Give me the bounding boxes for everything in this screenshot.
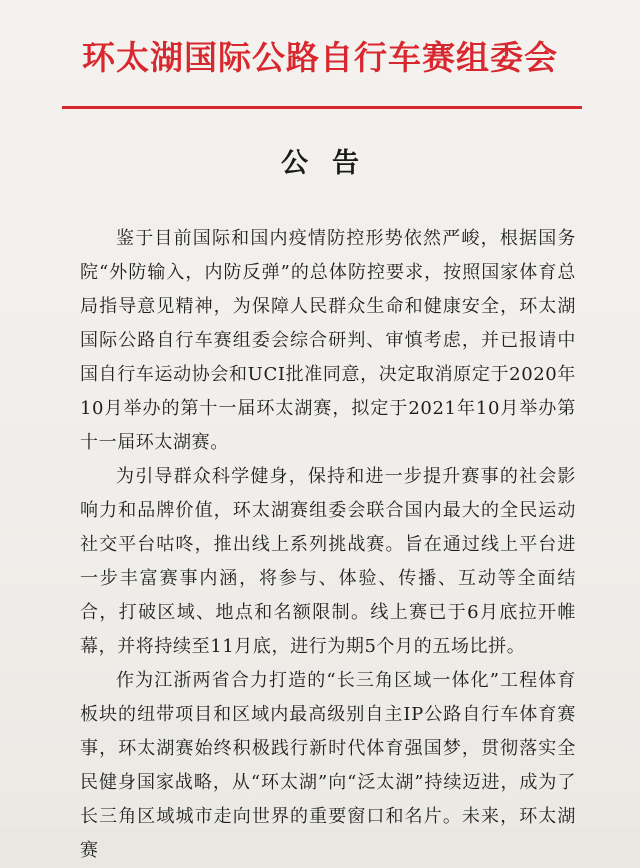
letterhead-divider: [62, 106, 582, 109]
organization-letterhead: 环太湖国际公路自行车赛组委会: [82, 38, 558, 77]
paragraph-2: 为引导群众科学健身，保持和进一步提升赛事的社会影响力和品牌价值，环太湖赛组委会联合国内最大的全民运动社交平台咕咚，推出线上系列挑战赛。旨在通过线上平台进一步丰富赛事内涵，将参与、体验、传播、互动等全面结合，打破区域、地点和名额限制。线上赛已于6月底拉开帷幕，并将持续至11月底，进行为期5个月的五场比拼。: [80, 466, 576, 657]
document-body: [80, 222, 576, 868]
paragraph-1: 鉴于目前国际和国内疫情防控形势依然严峻，根据国务院“外防输入，内防反弹”的总体防控要求，按照国家体育总局指导意见精神，为保障人民群众生命和健康安全，环太湖国际公路自行车赛组委会综合研判、审慎考虑，并已报请中国自行车运动协会和UCI批准同意，决定取消原定于2020年10月举办的第十一届环太湖赛，拟定于2021年10月举办第十一届环太湖赛。: [80, 228, 576, 453]
document-title: 公告: [281, 148, 383, 179]
paragraph-3: 作为江浙两省合力打造的“长三角区域一体化”工程体育板块的纽带项目和区域内最高级别自主IP公路自行车体育赛事，环太湖赛始终积极践行新时代体育强国梦，贯彻落实全民健身国家战略，从“环太湖”向“泛太湖”持续迈进，成为了长三角区域城市走向世界的重要窗口和名片。未来，环太湖赛: [80, 670, 576, 861]
